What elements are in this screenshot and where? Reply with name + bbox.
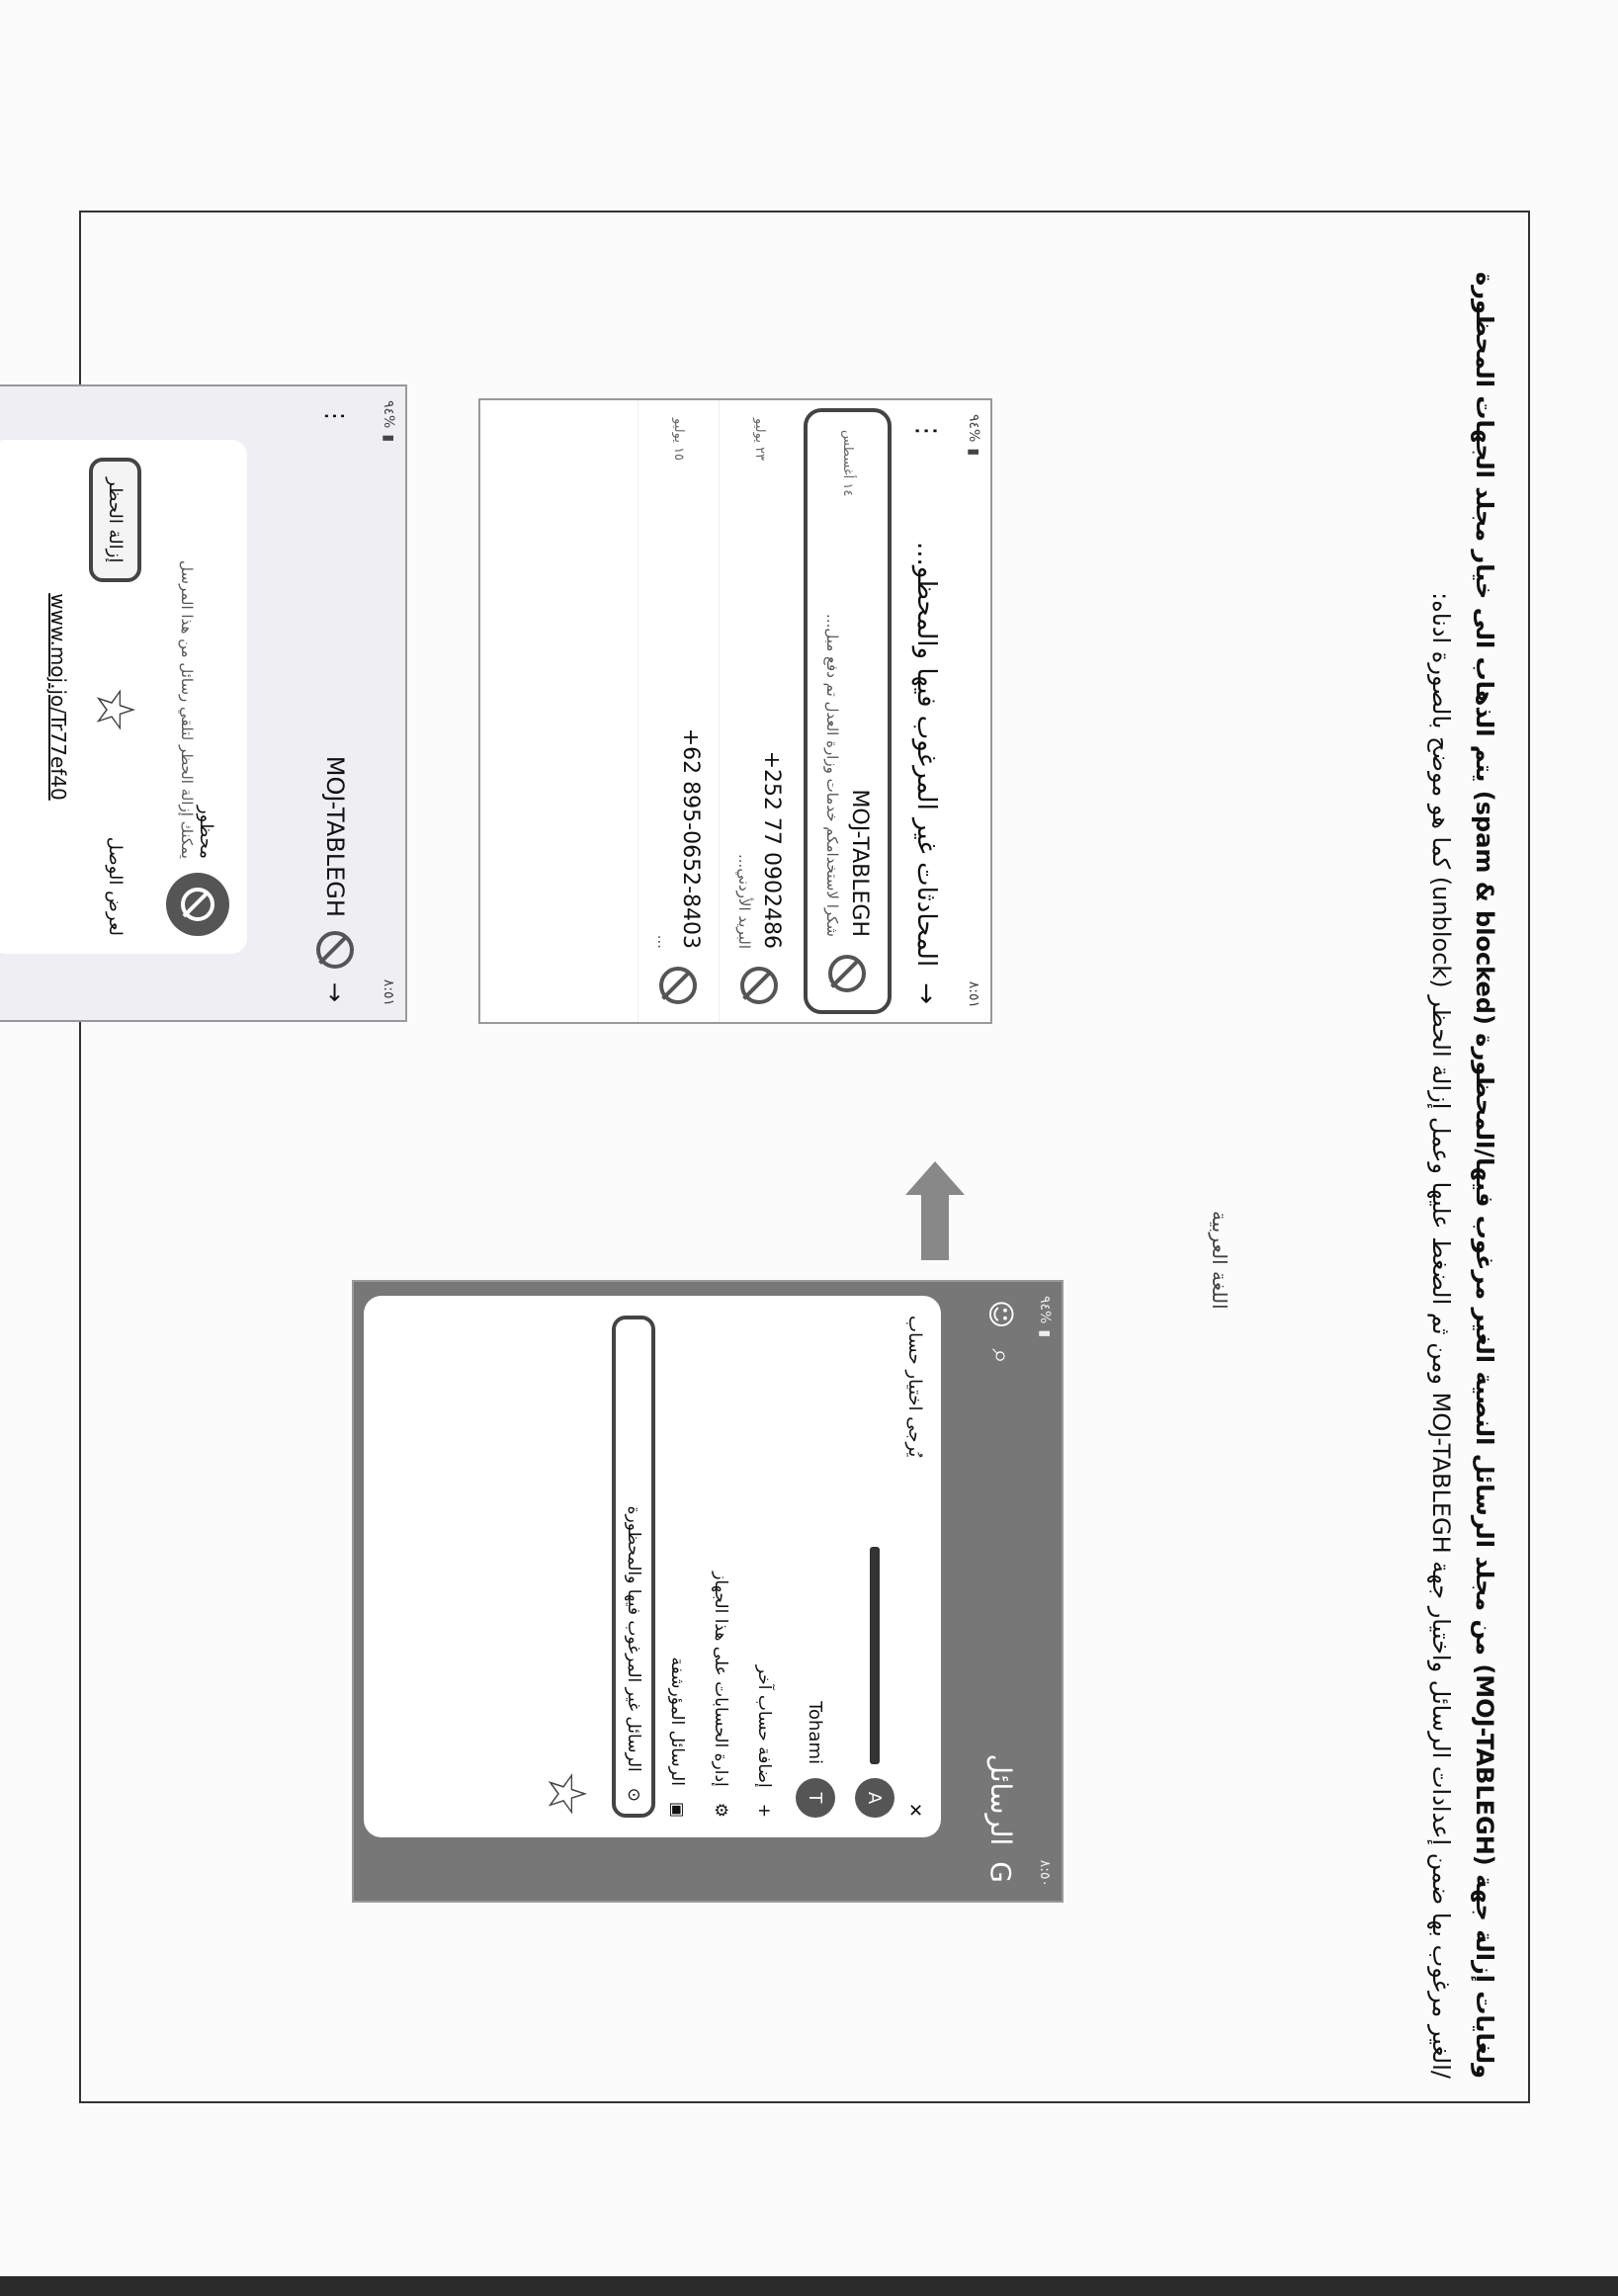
menu-item-manage-accounts[interactable] <box>699 1316 742 1818</box>
instruction-line-2: /الغير مرغوب بها ضمن إعدادات الرسائل واختيار جهة MOJ-TABLEGH ومن ثم الضغط عليها وعمل إزالة الحظر (unblock) كما هو موضح بالصورة ادناه: <box>1427 592 1455 2079</box>
back-arrow-icon[interactable]: → <box>321 981 349 1002</box>
conversation-item[interactable] <box>719 400 800 1022</box>
redacted-name <box>870 1547 880 1764</box>
star-icon[interactable]: ☆ <box>84 685 146 734</box>
conversation-preview: شكرا لاستخدامكم خدمات وزارة العدل تم دفع مبل... <box>823 614 841 937</box>
unblock-button[interactable]: إزالة الحظر <box>89 458 141 582</box>
menu-label: إضافة حساب آخر <box>754 1664 774 1788</box>
status-time: ٨:٥٠ <box>1037 1859 1053 1887</box>
more-menu-icon[interactable]: ⋮ <box>321 404 349 428</box>
close-icon[interactable]: ✕ <box>904 1802 925 1818</box>
account-name: Tohami <box>805 1701 826 1764</box>
menu-label: الرسائل المؤرشفة <box>667 1657 687 1786</box>
blocked-icon <box>741 967 779 1004</box>
conversation-item[interactable] <box>638 400 719 1022</box>
search-icon[interactable]: ⌕ <box>985 1348 1018 1364</box>
blocked-badge-icon <box>166 873 229 936</box>
contact-name: MOJ-TABLEGH <box>321 755 349 917</box>
blocked-label: محظور <box>196 805 217 859</box>
account-sheet <box>364 1296 941 1837</box>
account-item[interactable] <box>845 1316 904 1818</box>
status-bar <box>372 386 405 1020</box>
archive-icon: ▣ <box>667 1801 687 1818</box>
menu-item-archived[interactable] <box>655 1316 699 1818</box>
conversation-item-moj[interactable] <box>804 408 892 1014</box>
battery-icon: ▮ <box>966 448 981 457</box>
show-link-label: لعرض الوصل <box>105 836 126 936</box>
app-title: الرسائل <box>984 1753 1018 1846</box>
back-arrow-icon[interactable]: → <box>911 982 941 1004</box>
account-item[interactable] <box>786 1316 845 1818</box>
status-bar <box>1028 1282 1062 1901</box>
battery-level: %٩٤ <box>966 414 981 443</box>
menu-label: إدارة الحسابات على هذا الجهاز <box>711 1572 730 1787</box>
battery-icon: ▮ <box>1037 1329 1053 1338</box>
conversation-preview: ... <box>654 934 672 949</box>
blocked-icon <box>316 931 354 969</box>
shield-icon: ⊙ <box>624 1787 643 1802</box>
avatar: T <box>796 1778 835 1818</box>
menu-item-spam-blocked[interactable] <box>612 1316 655 1818</box>
app-logo-icon: G <box>984 1861 1018 1883</box>
avatar: A <box>855 1778 894 1818</box>
conversation-date: ٢٣ يوليو <box>752 418 767 462</box>
blocked-icon <box>829 955 867 992</box>
arrow-left-icon <box>905 1161 965 1260</box>
battery-level: %٩٤ <box>381 400 396 429</box>
instruction-text <box>1419 230 1506 2079</box>
screen-title: المحادثات غير المرغوب فيها والمحظو... <box>911 541 941 968</box>
battery-icon: ▮ <box>381 434 396 443</box>
battery-level: %٩٤ <box>1037 1296 1053 1324</box>
status-bar <box>957 400 990 1022</box>
more-menu-icon[interactable]: ⋮ <box>911 418 941 444</box>
menu-item-add-account[interactable] <box>742 1316 786 1818</box>
blocked-icon <box>660 967 698 1004</box>
people-icon: ⚙ <box>711 1802 730 1818</box>
status-time: ٨:٥١ <box>381 978 396 1006</box>
sheet-title: يُرجى اختيار حساب <box>904 1316 925 1458</box>
message-card <box>0 440 247 954</box>
rotated-page <box>46 213 1528 2101</box>
status-time: ٨:٥١ <box>966 980 981 1008</box>
conversation-name: +252 77 0902486 <box>759 750 784 949</box>
conversation-name: +62 895-0652-8403 <box>678 727 703 949</box>
blocked-conversations-screen <box>478 398 992 1024</box>
conversation-date: ١٤ أغسطس <box>840 430 855 497</box>
message-link[interactable]: www.moj.jo/Tr77ef40 <box>46 593 70 801</box>
conversation-preview: البريد الأردني... <box>735 854 753 949</box>
blocked-note: يمكنك إزالة الحظر لتلقي رسائل من هذا المرسل <box>178 560 197 859</box>
conversation-screen <box>0 384 407 1022</box>
add-person-icon: + <box>754 1803 774 1818</box>
conversation-date: ١٥ يوليو <box>671 418 686 462</box>
menu-label: الرسائل غير المرغوب فيها والمحظورة <box>624 1505 643 1772</box>
account-menu-screen <box>352 1280 1064 1903</box>
scan-edge <box>0 2276 1618 2296</box>
instruction-line-1: ولغايات إزالة جهة (MOJ-TABLEGH) من مجلد الرسائل النصية الغير مرغوب فيها/المحظورة (spam & blocked) يتم الذهاب الى خيار مجلد الجهات المحظورة <box>1471 271 1498 2079</box>
profile-icon[interactable]: ☺ <box>984 1300 1018 1329</box>
conversation-name: MOJ-TABLEGH <box>847 789 872 937</box>
language-label: اللغة العربية <box>1208 1211 1232 1310</box>
star-icon[interactable]: ☆ <box>536 1769 598 1818</box>
